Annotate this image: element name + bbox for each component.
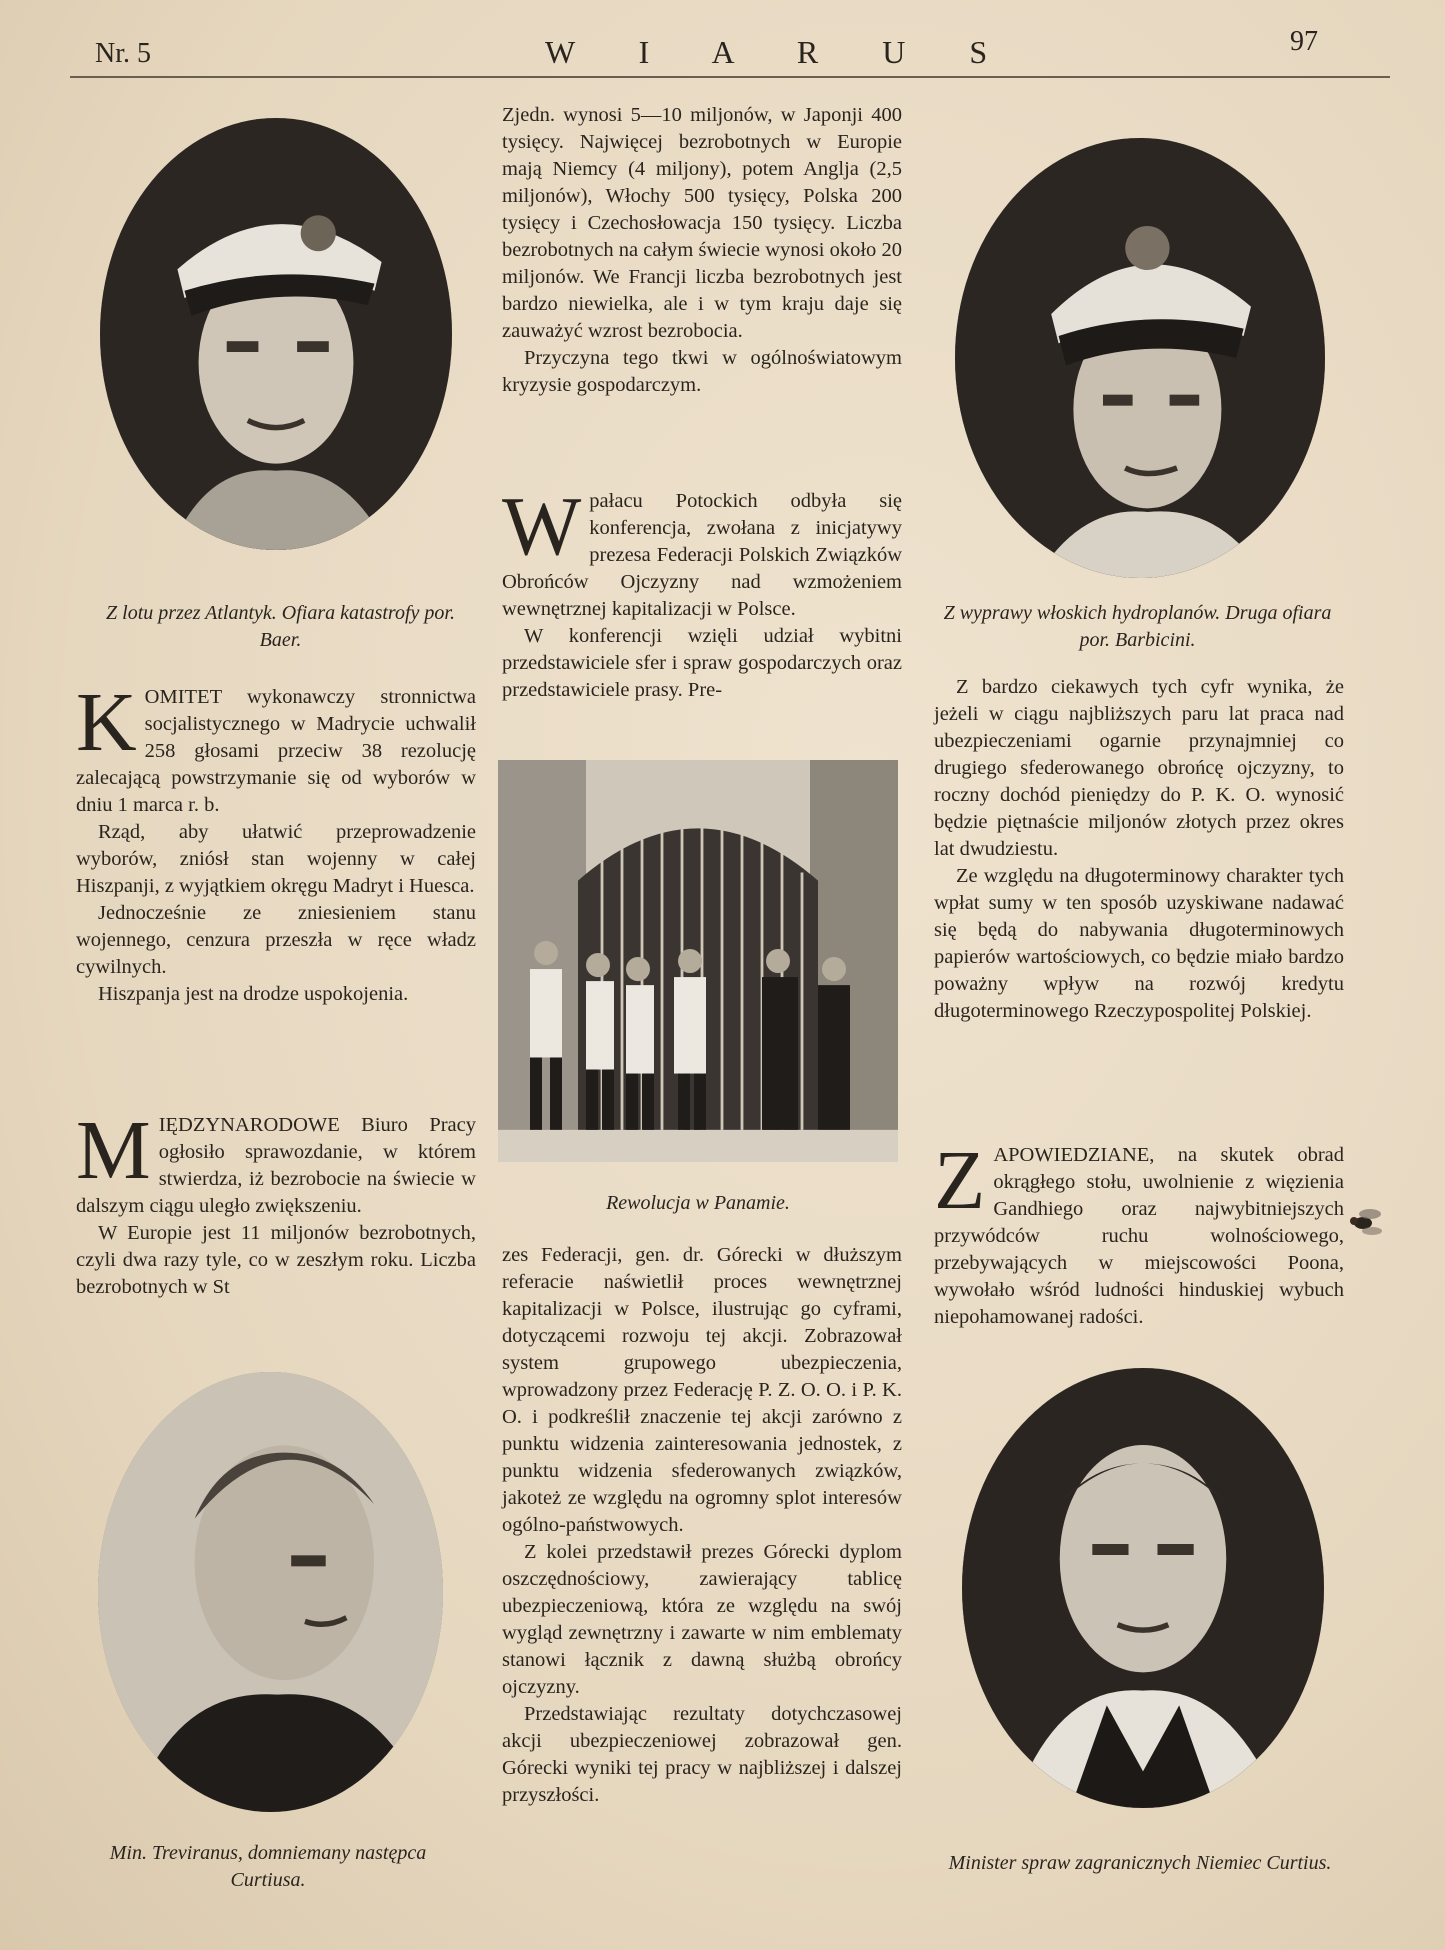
palac-paragraph-2: W konferencji wzięli udział wybitni przedstawiciele sfer i spraw gospodarczych oraz przedstawiciele prasy. Pre- — [502, 625, 902, 701]
issue-number: Nr. 5 — [95, 38, 151, 69]
caption-curtius: Minister spraw zagranicznych Niemiec Curtius. — [948, 1852, 1332, 1874]
article-gandhi — [934, 1134, 1344, 1331]
dropcap-k: K — [76, 676, 137, 769]
magazine-title: W I A R U S — [545, 34, 1016, 70]
article-biuro-pracy — [76, 1104, 476, 1301]
dropcap-w: W — [502, 480, 582, 573]
komitet-paragraph-2: Rząd, aby ułatwić przeprowadzenie wyborów, zniósł stan wojenny w całej Hiszpanji, z wyjątkiem okręgu Madryt i Huesca. — [76, 821, 476, 897]
bezrobocie-paragraph-1: Zjedn. wynosi 5—10 miljonów, w Japonji 400 tysięcy. Najwięcej bezrobotnych w Europie mają Niemcy (4 miljony), potem Anglja (2,5 miljonów), Włochy 500 tysięcy, Polska 200 tysięcy i Czechosłowacja 150 tysięcy. Liczba bezrobotnych na całym świecie wynosi około 20 miljonów. We Francji liczba bezrobotnych jest bardzo niewielka, ale i w tym kraju daje się zauważyć wzrost bezrobocia. — [502, 104, 902, 342]
dropcap-m: M — [76, 1104, 151, 1197]
page-number: 97 — [1290, 26, 1318, 57]
article-komitet — [76, 676, 476, 1008]
portrait-treviranus-image — [98, 1372, 443, 1812]
article-bezrobocie-continued — [502, 102, 902, 399]
dropcap-z: Z — [934, 1134, 986, 1227]
portrait-curtius-image — [962, 1368, 1324, 1808]
cyfry-paragraph-2: Ze względu na długoterminowy charakter tych wpłat sumy w ten sposób uzyskiwane nadawać się będą do nabywania długoterminowych papierów wartościowych, co będzie miało bardzo poważny wpływ na rozwój kredytu długoterminowego Rzeczypospolitej Polskiej. — [934, 865, 1344, 1022]
caption-barbicini: Z wyprawy włoskich hydroplanów. Druga ofiara por. Barbicini. — [943, 602, 1332, 651]
biuro-paragraph-2: W Europie jest 11 miljonów bezrobotnych, czyli dwa razy tyle, co w zeszłym roku. Liczba bezrobotnych w St — [76, 1222, 476, 1298]
gorecki-paragraph-1: zes Federacji, gen. dr. Górecki w dłuższym referacie naświetlił proces wewnętrznej kapitalizacji w Polsce, ilustrując go cyframi, dotyczącemi rozwoju tej akcji. Zobrazował system grupowego ubezpieczenia, wprowadzony przez Federację P. Z. O. O. i P. K. O. i podkreślił znaczenie tej akcji zarówno z punktu widzenia zainteresowania jednostek, z punktu widzenia sfederowanych związków, jakoteż ze względu na ogromny splot interesów ogólno-państwowych. — [502, 1244, 902, 1536]
caption-treviranus: Min. Treviranus, domniemany następca Curtiusa. — [109, 1842, 427, 1891]
palac-paragraph-1: pałacu Potockich odbyła się konferencja, zwołana z inicjatywy prezesa Federacji Polskich Związków Obrońców Ojczyzny nad wzmożeniem wewnętrznej kapitalizacji w Polsce. — [502, 490, 902, 620]
cyfry-paragraph-1: Z bardzo ciekawych tych cyfr wynika, że jeżeli w ciągu najbliższych paru lat praca nad ubezpieczeniami ogarnie przynajmniej co drugiego sfederowanego obrońcę ojczyzny, to roczny dochód pieniędzy do P. K. O. wynosić będzie piętnaście miljonów złotych przez okres lat dwudziestu. — [934, 676, 1344, 860]
article-palac-potockich — [502, 480, 902, 704]
panama-revolution-photo — [498, 760, 898, 1162]
gandhi-paragraph-1: APOWIEDZIANE, na skutek obrad okrągłego stołu, uwolnienie z więzienia Gandhiego oraz najwybitniejszych przywódców ruchu wolnościowego, przebywających w miejscowości Poona, wywołało wśród ludności hinduskiej wybuch niepohamowanej radości. — [934, 1144, 1344, 1328]
portrait-barbicini-image — [955, 138, 1325, 578]
portrait-baer-image — [100, 118, 452, 550]
fly-image — [1340, 1205, 1386, 1239]
komitet-paragraph-3: Jednocześnie ze zniesieniem stanu wojennego, cenzura przeszła w ręce władz cywilnych. — [76, 902, 476, 978]
caption-baer: Z lotu przez Atlantyk. Ofiara katastrofy por. Baer. — [106, 602, 455, 651]
gorecki-paragraph-2: Z kolei przedstawił prezes Górecki dyplom oszczędnościowy, zawierający tablicę ubezpieczeniową, która ze względu na swój wygląd zewnętrzny i zawarte w nim emblematy stanowi łącznik z dawną służbą obrońcy ojczyzny. — [502, 1541, 902, 1698]
article-palac-continued — [502, 1242, 902, 1809]
biuro-paragraph-1: IĘDZYNARODOWE Biuro Pracy ogłosiło sprawozdanie, w którem stwierdza, iż bezrobocie na świecie w dalszym ciągu uległo zwiększeniu. — [76, 1114, 476, 1217]
caption-panama: Rewolucja w Panamie. — [606, 1192, 790, 1214]
komitet-paragraph-4: Hiszpanja jest na drodze uspokojenia. — [98, 983, 409, 1005]
article-cyfry-continued — [934, 674, 1344, 1025]
komitet-paragraph-1: OMITET wykonawczy stronnictwa socjalistycznego w Madrycie uchwalił 258 głosami przeciw 38 rezolucję zalecającą powstrzymanie się od wyborów w dniu 1 marca r. b. — [76, 686, 476, 816]
header-rule — [70, 76, 1390, 78]
gorecki-paragraph-3: Przedstawiając rezultaty dotychczasowej akcji ubezpieczeniowej zobrazował gen. Górecki wyniki tej pracy w najbliższej i dalszej przyszłości. — [502, 1703, 902, 1806]
bezrobocie-paragraph-2: Przyczyna tego tkwi w ogólnoświatowym kryzysie gospodarczym. — [502, 347, 902, 396]
